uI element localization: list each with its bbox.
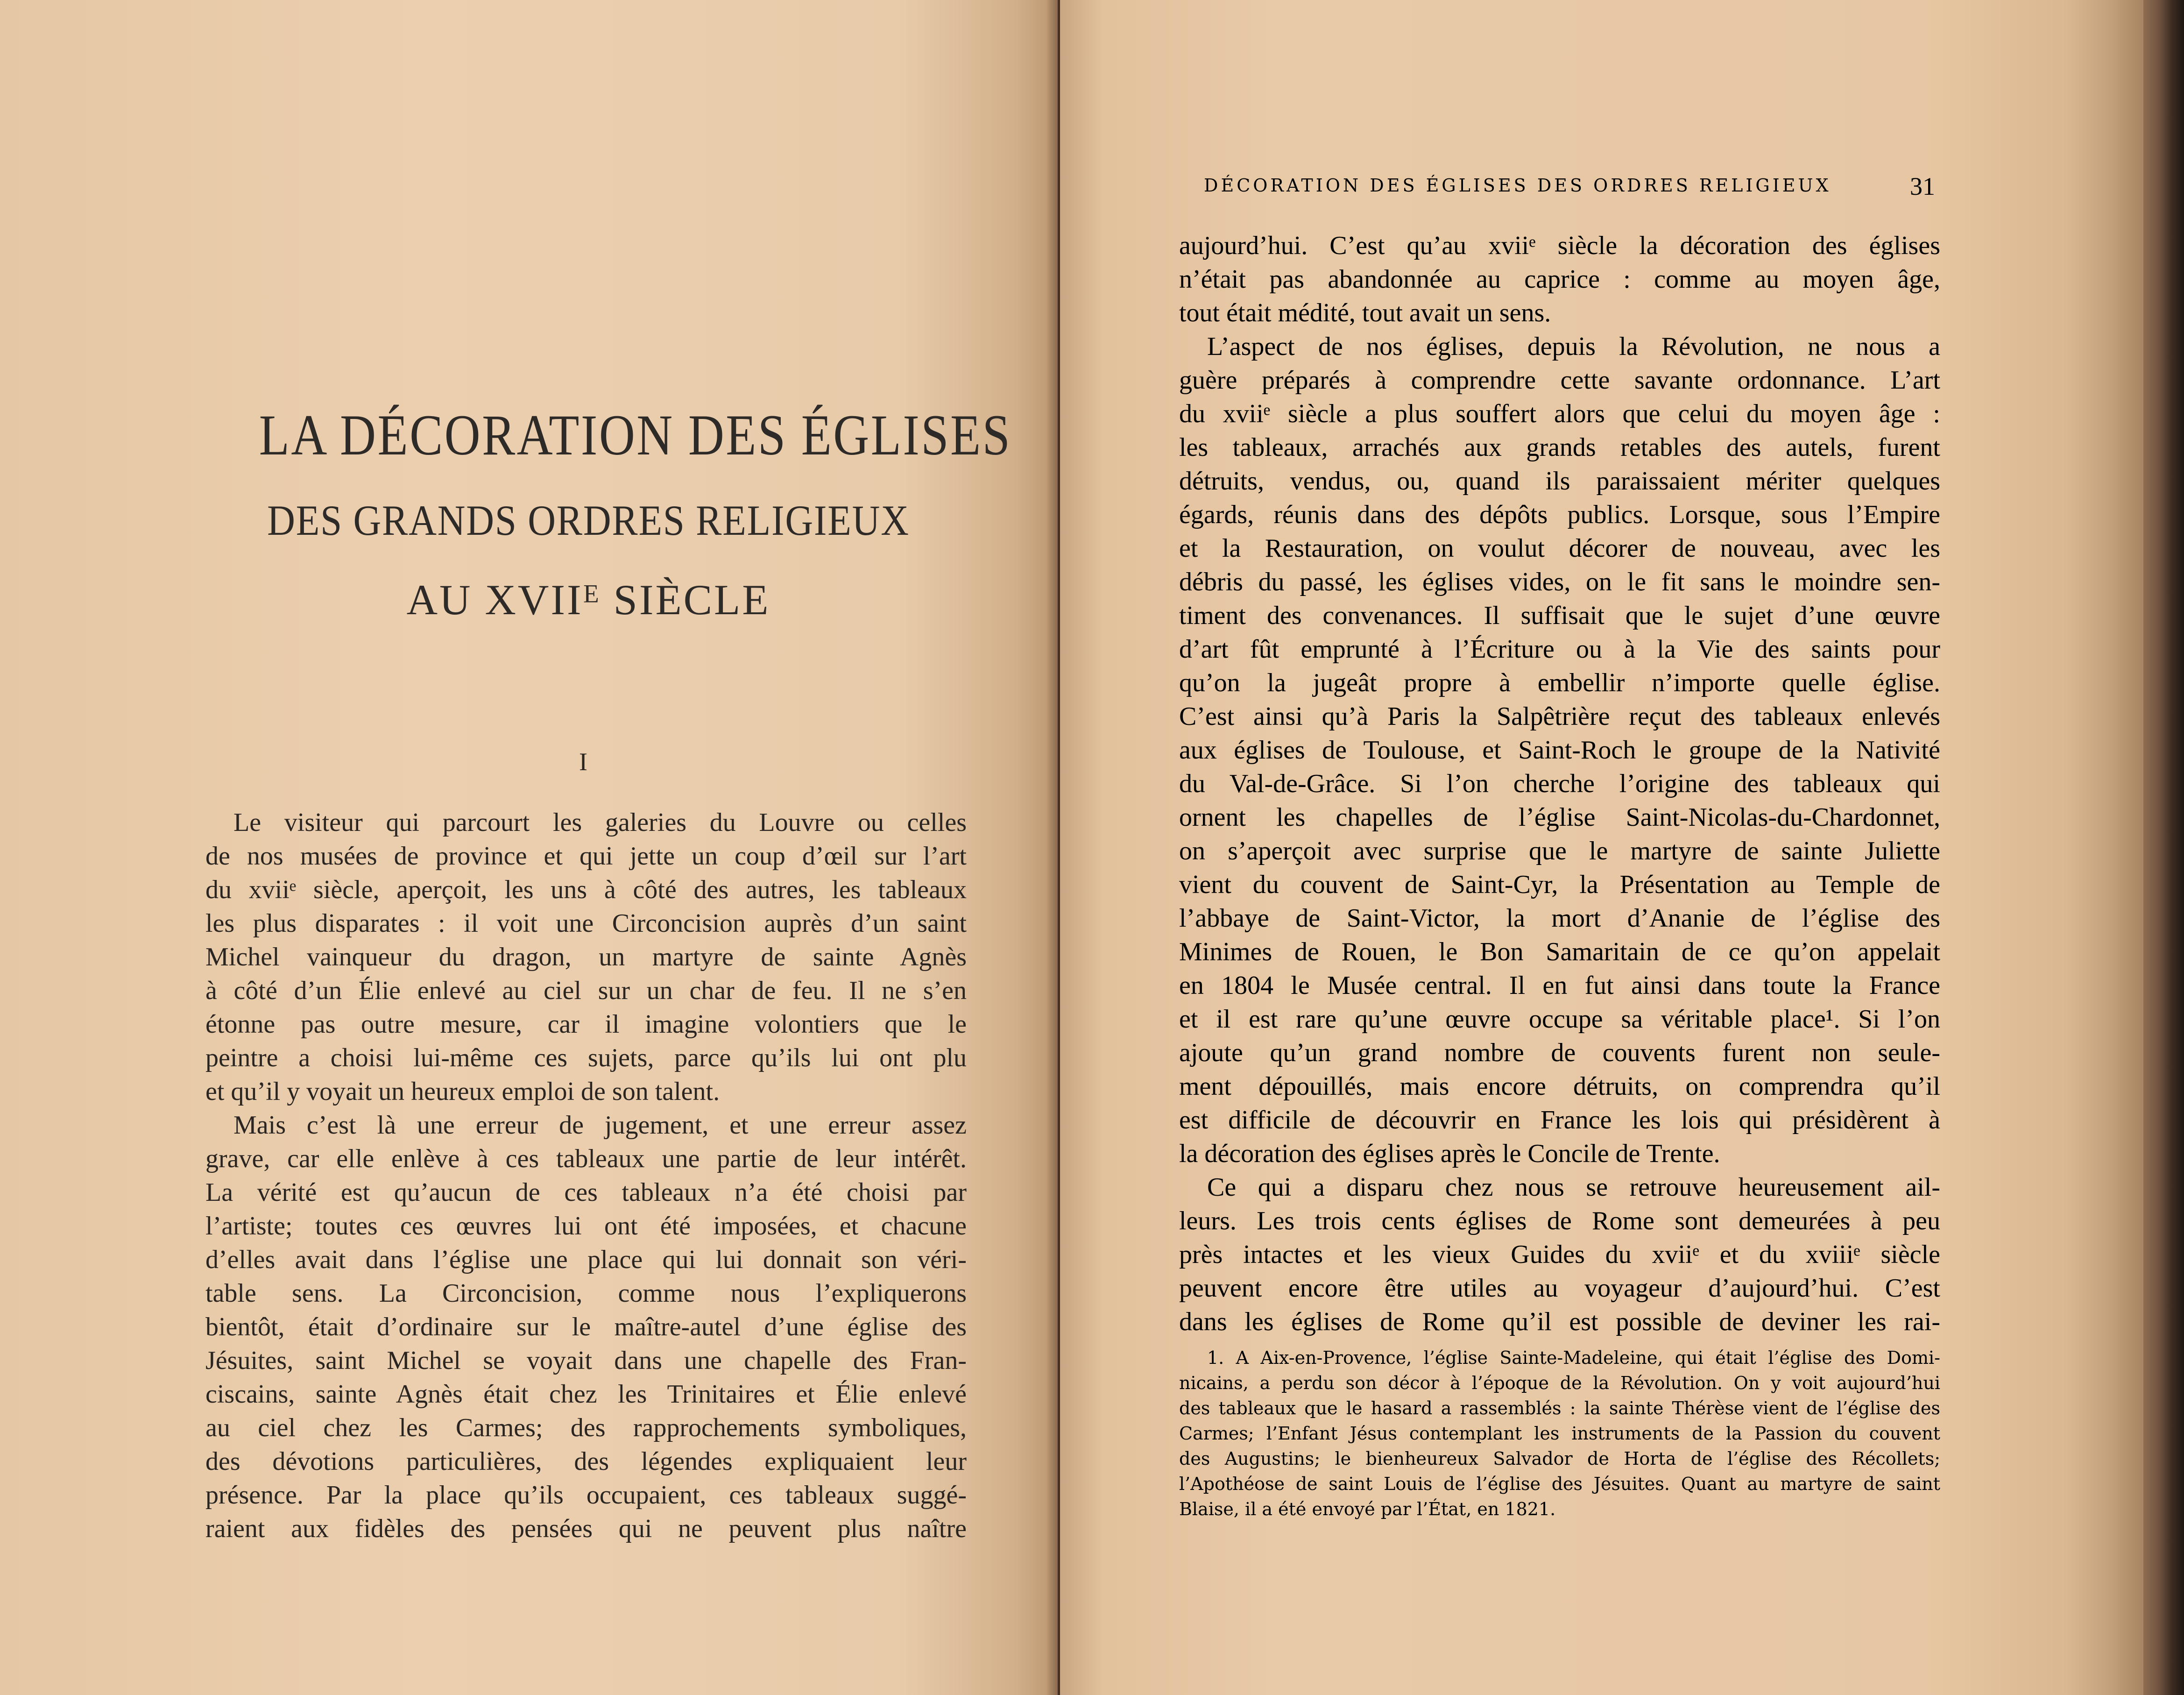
- text-line: Ce qui a disparu chez nous se retrouve heureusement ail-: [1207, 1173, 1940, 1202]
- text-line: qu’on la jugeât propre à embellir n’importe quelle église.: [1179, 668, 1940, 697]
- text-line: égards, réunis dans des dépôts publics. Lorsque, sous l’Empire: [1179, 500, 1940, 529]
- title-line-1: LA DÉCORATION DES ÉGLISES: [259, 403, 1012, 467]
- text-line: l’artiste; toutes ces œuvres lui ont été imposées, et chacune: [205, 1212, 967, 1241]
- text-line: d’art fût emprunté à l’Écriture ou à la Vie des saints pour: [1179, 635, 1940, 664]
- text-line: vient du couvent de Saint-Cyr, la Présentation au Temple de: [1179, 870, 1940, 899]
- text-line: bientôt, était d’ordinaire sur le maître-autel d’une église des: [205, 1312, 967, 1341]
- text-line: table sens. La Circoncision, comme nous l’expliquerons: [205, 1279, 967, 1308]
- text-line: peintre a choisi lui-même ces sujets, parce qu’ils lui ont plu: [205, 1043, 967, 1072]
- footnote-line: des Augustins; le bienheureux Salvador de Horta de l’église des Récollets;: [1179, 1448, 1940, 1469]
- text-line: de nos musées de province et qui jette un coup d’œil sur l’art: [205, 842, 967, 871]
- text-line: à côté d’un Élie enlevé au ciel sur un char de feu. Il ne s’en: [205, 976, 967, 1005]
- footnote-line: Carmes; l’Enfant Jésus contemplant les instruments de la Passion du couvent: [1179, 1423, 1940, 1444]
- footnote-line: nicains, a perdu son décor à l’époque de la Révolution. On y voit aujourd’hui: [1179, 1373, 1940, 1393]
- text-line: dans les églises de Rome qu’il est possible de deviner les rai-: [1179, 1307, 1940, 1336]
- text-line: aux églises de Toulouse, et Saint-Roch le groupe de la Nativité: [1179, 736, 1940, 765]
- text-line: tout était médité, tout avait un sens.: [1179, 298, 1551, 327]
- text-line: aujourd’hui. C’est qu’au xviiᵉ siècle la décoration des églises: [1179, 231, 1940, 260]
- text-line: au ciel chez les Carmes; des rapprochements symboliques,: [205, 1413, 967, 1442]
- text-line: du xviiᵉ siècle, aperçoit, les uns à côté des autres, les tableaux: [205, 875, 967, 904]
- text-line: étonne pas outre mesure, car il imagine volontiers que le: [205, 1010, 967, 1039]
- text-line: Mais c’est là une erreur de jugement, et une erreur assez: [233, 1111, 967, 1140]
- text-line: L’aspect de nos églises, depuis la Révolution, ne nous a: [1207, 332, 1940, 361]
- left-body-text: [205, 806, 967, 1546]
- text-line: les plus disparates : il voit une Circoncision auprès d’un saint: [205, 909, 967, 938]
- running-head: DÉCORATION DES ÉGLISES DES ORDRES RELIGIEUX: [1204, 175, 1831, 196]
- text-line: ment dépouillés, mais encore détruits, on comprendra qu’il: [1179, 1072, 1940, 1101]
- text-line: en 1804 le Musée central. Il en fut ainsi dans toute la France: [1179, 971, 1940, 1000]
- left-page: [0, 0, 1058, 1695]
- text-line: n’était pas abandonnée au caprice : comme au moyen âge,: [1179, 265, 1940, 294]
- text-line: La vérité est qu’aucun de ces tableaux n’a été choisi par: [205, 1178, 967, 1207]
- text-line: C’est ainsi qu’à Paris la Salpêtrière reçut des tableaux enlevés: [1179, 702, 1940, 731]
- text-line: on s’aperçoit avec surprise que le martyre de sainte Juliette: [1179, 837, 1940, 865]
- page-number: 31: [1910, 172, 1935, 200]
- text-line: est difficile de découvrir en France les lois qui présidèrent à: [1179, 1106, 1940, 1135]
- text-line: du Val-de-Grâce. Si l’on cherche l’origine des tableaux qui: [1179, 769, 1940, 798]
- text-line: raient aux fidèles des pensées qui ne peuvent plus naître: [205, 1514, 967, 1543]
- right-body-text: [1179, 229, 1940, 1339]
- text-line: des dévotions particulières, des légendes expliquaient leur: [205, 1447, 967, 1476]
- text-line: ornent les chapelles de l’église Saint-Nicolas-du-Chardonnet,: [1179, 803, 1940, 832]
- text-line: présence. Par la place qu’ils occupaient, ces tableaux suggé-: [205, 1481, 967, 1510]
- footnote-line: 1. A Aix-en-Provence, l’église Sainte-Madeleine, qui était l’église des Domi-: [1207, 1347, 1940, 1368]
- footnote-line: Blaise, il a été envoyé par l’État, en 1821.: [1179, 1499, 1556, 1519]
- text-line: l’abbaye de Saint-Victor, la mort d’Ananie de l’église des: [1179, 904, 1940, 933]
- text-line: leurs. Les trois cents églises de Rome sont demeurées à peu: [1179, 1206, 1940, 1235]
- text-line: d’elles avait dans l’église une place qui lui donnait son véri-: [205, 1245, 967, 1274]
- title-line-3: AU XVIIᴱ SIÈCLE: [406, 576, 770, 624]
- footnote: [1179, 1345, 1940, 1522]
- page-edges: [2143, 0, 2184, 1695]
- footnote-line: des tableaux que le hasard a rassemblés : la sainte Thérèse vient de l’église des: [1179, 1398, 1940, 1418]
- chapter-title: [205, 403, 1012, 624]
- text-line: du xviiᵉ siècle a plus souffert alors que celui du moyen âge :: [1179, 399, 1940, 428]
- text-line: et qu’il y voyait un heureux emploi de son talent.: [205, 1077, 720, 1106]
- title-line-2: DES GRANDS ORDRES RELIGIEUX: [267, 496, 910, 544]
- text-line: débris du passé, les églises vides, on le fit sans le moindre sen-: [1179, 567, 1940, 596]
- text-line: détruits, vendus, ou, quand ils paraissaient mériter quelques: [1179, 467, 1940, 496]
- text-line: les tableaux, arrachés aux grands retables des autels, furent: [1179, 433, 1940, 462]
- text-line: timent des convenances. Il suffisait que le sujet d’une œuvre: [1179, 601, 1940, 630]
- text-line: peuvent encore être utiles au voyageur d’aujourd’hui. C’est: [1179, 1274, 1940, 1303]
- text-line: et il est rare qu’une œuvre occupe sa véritable place¹. Si l’on: [1179, 1005, 1940, 1034]
- footnote-line: l’Apothéose de saint Louis de l’église des Jésuites. Quant au martyre de saint: [1179, 1474, 1940, 1494]
- section-number: I: [579, 748, 587, 776]
- text-line: Le visiteur qui parcourt les galeries du Louvre ou celles: [233, 808, 967, 837]
- text-line: ciscains, sainte Agnès était chez les Trinitaires et Élie enlevé: [205, 1380, 967, 1409]
- text-line: Minimes de Rouen, le Bon Samaritain de ce qu’on appelait: [1179, 937, 1940, 966]
- text-line: grave, car elle enlève à ces tableaux une partie de leur intérêt.: [205, 1144, 967, 1173]
- text-line: près intactes et les vieux Guides du xviiᵉ et du xviiiᵉ siècle: [1179, 1240, 1940, 1269]
- text-line: guère préparés à comprendre cette savante ordonnance. L’art: [1179, 366, 1940, 395]
- text-line: ajoute qu’un grand nombre de couvents furent non seule-: [1179, 1038, 1940, 1067]
- text-line: la décoration des églises après le Concile de Trente.: [1179, 1139, 1720, 1168]
- text-line: Michel vainqueur du dragon, un martyre de sainte Agnès: [205, 943, 967, 972]
- text-line: Jésuites, saint Michel se voyait dans une chapelle des Fran-: [205, 1346, 967, 1375]
- text-line: et la Restauration, on voulut décorer de nouveau, avec les: [1179, 534, 1940, 563]
